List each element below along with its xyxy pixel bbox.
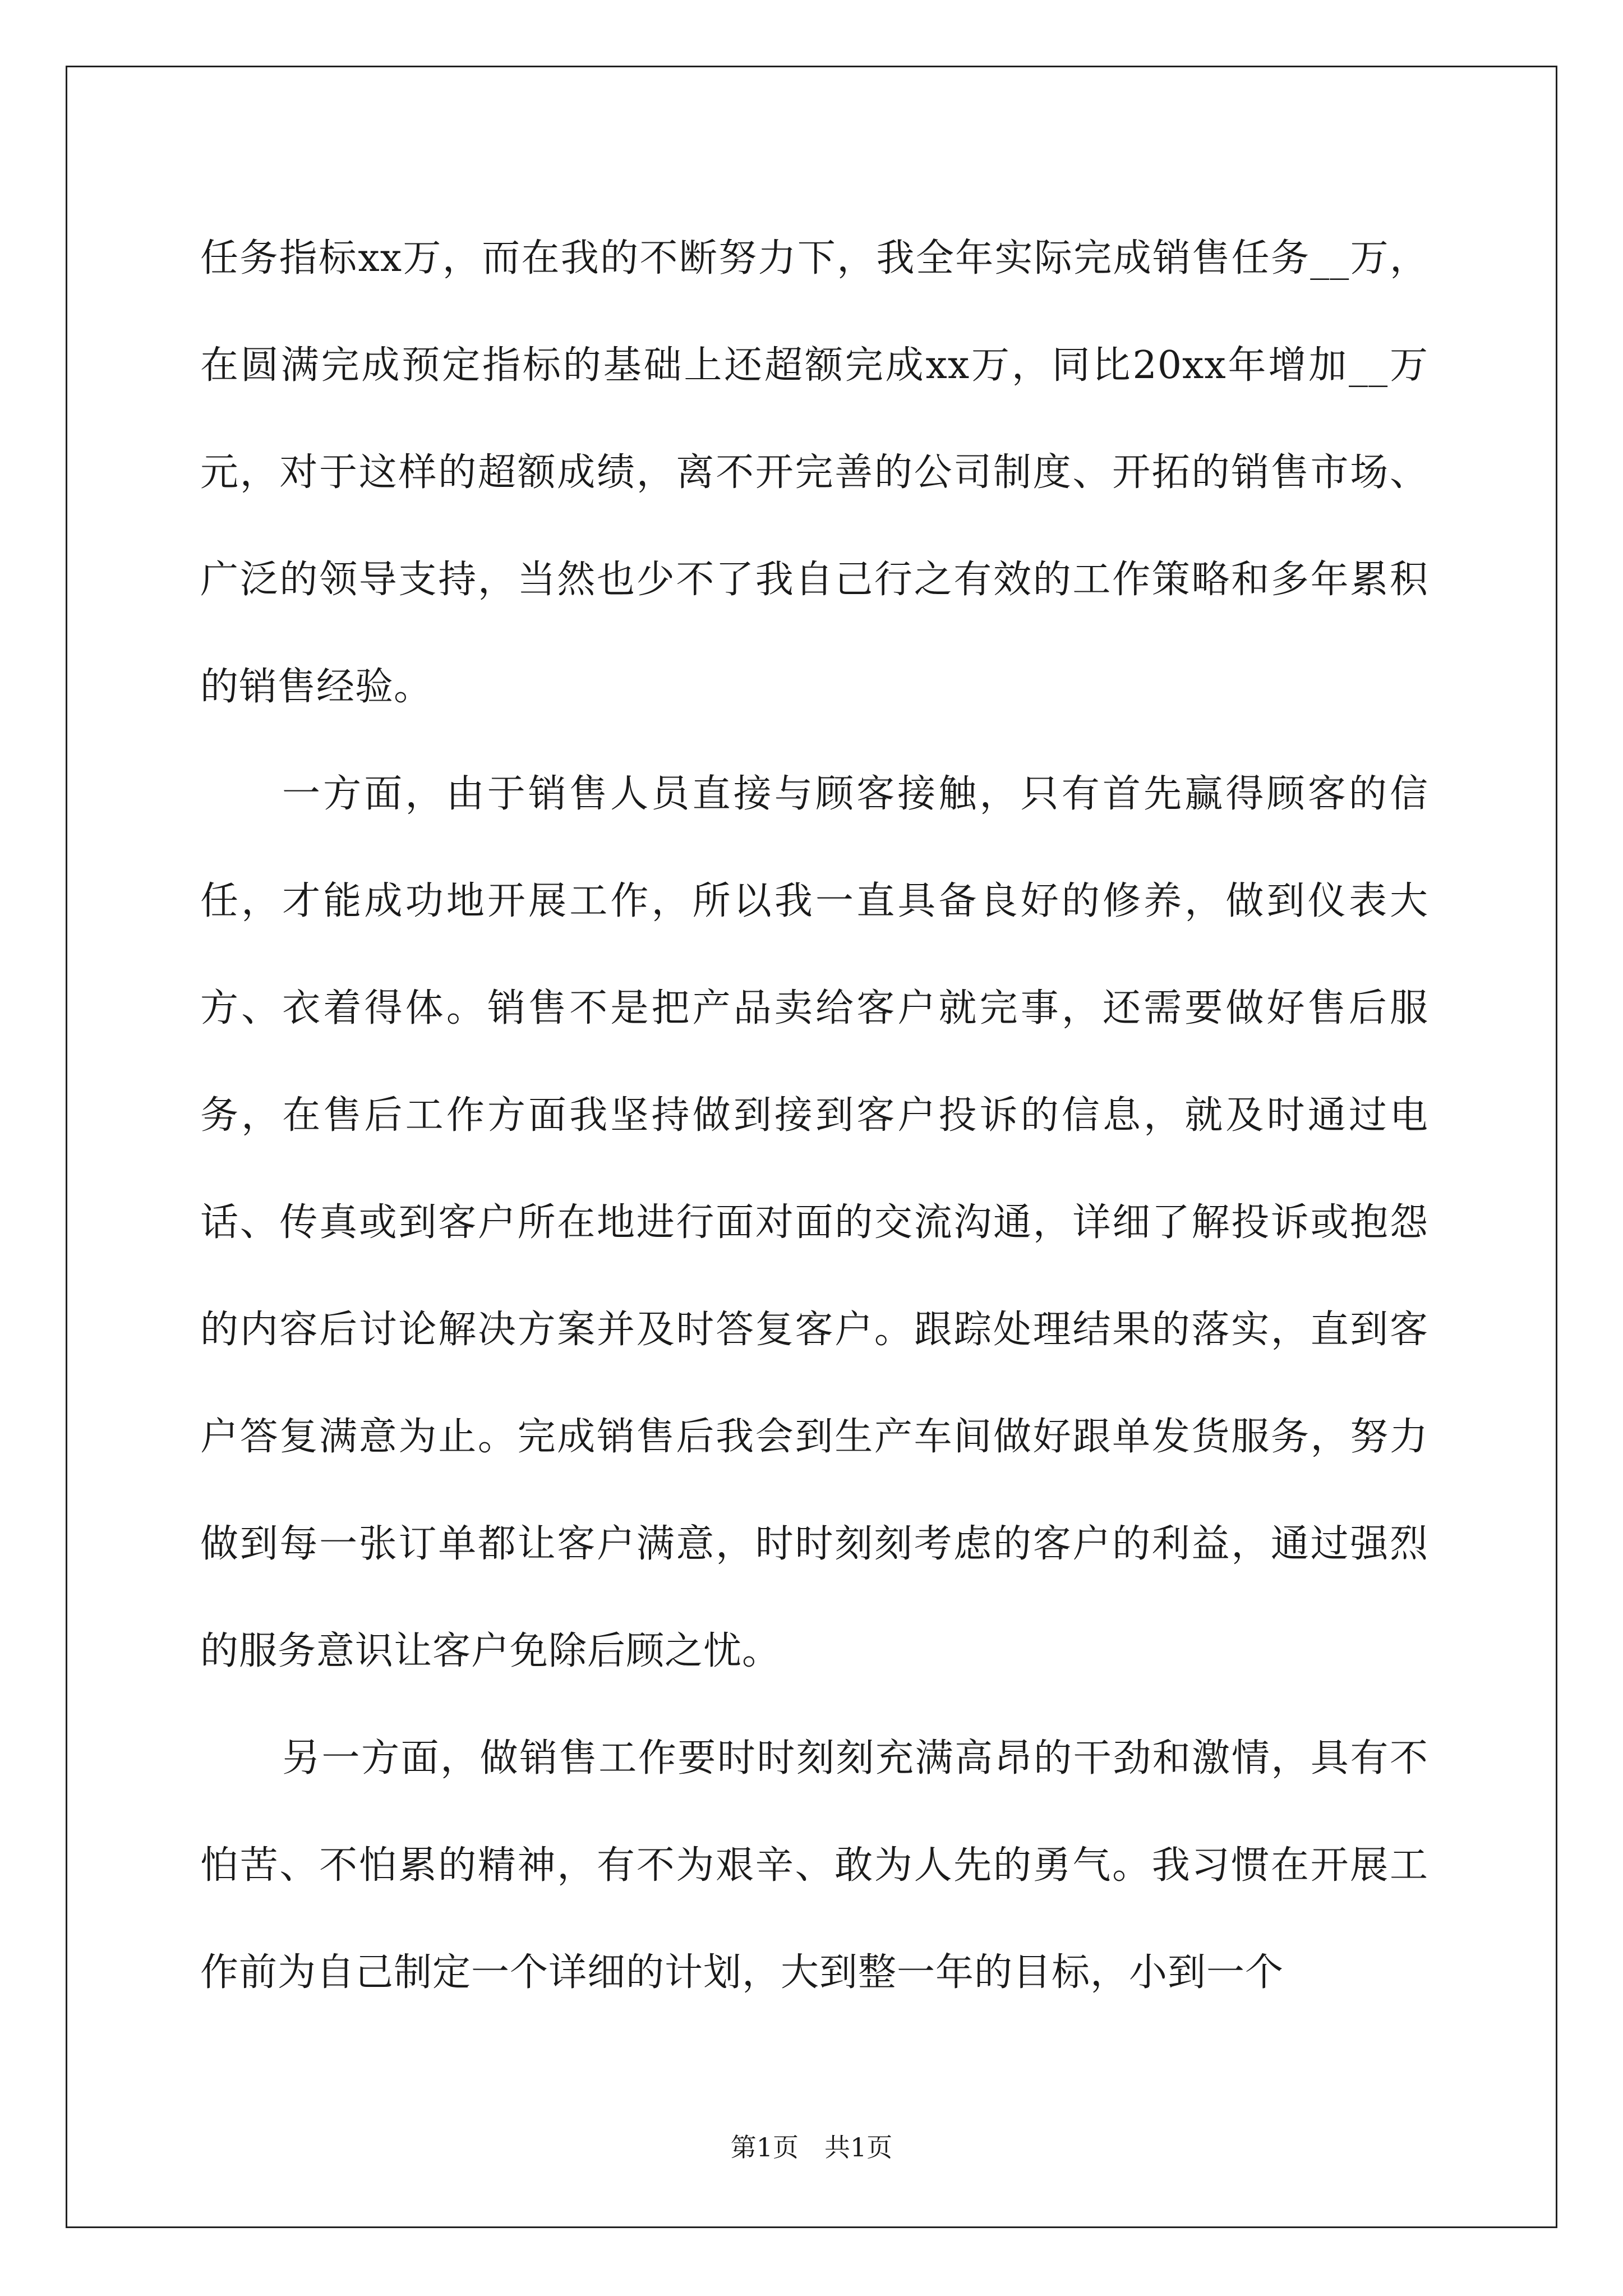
paragraph: 任务指标xx万，而在我的不断努力下，我全年实际完成销售任务__万，在圆满完成预定指标的基础上还超额完成xx万，同比20xx年增加__万元，对于这样的超额成绩，离不开完善的公司制度、开拓的销售市场、广泛的领导支持，当然也少不了我自己行之有效的工作策略和多年累积的销售经验。 — [200, 236, 1428, 709]
document-body — [200, 205, 1428, 2026]
page-number: 第1页 — [730, 2132, 799, 2162]
paragraph: 一方面，由于销售人员直接与顾客接触，只有首先赢得顾客的信任，才能成功地开展工作，所以我一直具备良好的修养，做到仪表大方、衣着得体。销售不是把产品卖给客户就完事，还需要做好售后服务，在售后工作方面我坚持做到接到客户投诉的信息，就及时通过电话、传真或到客户所在地进行面对面的交流沟通，详细了解投诉或抱怨的内容后讨论解决方案并及时答复客户。跟踪处理结果的落实，直到客户答复满意为止。完成销售后我会到生产车间做好跟单发货服务，努力做到每一张订单都让客户满意，时时刻刻考虑的客户的利益，通过强烈的服务意识让客户免除后顾之忧。 — [200, 772, 1428, 1673]
paragraph: 另一方面，做销售工作要时时刻刻充满高昂的干劲和激情，具有不怕苦、不怕累的精神，有不为艰辛、敢为人先的勇气。我习惯在开展工作前为自己制定一个详细的计划，大到整一年的目标，小到一个 — [200, 1736, 1428, 1995]
page-total: 共1页 — [824, 2132, 893, 2162]
page-footer — [0, 2131, 1623, 2164]
